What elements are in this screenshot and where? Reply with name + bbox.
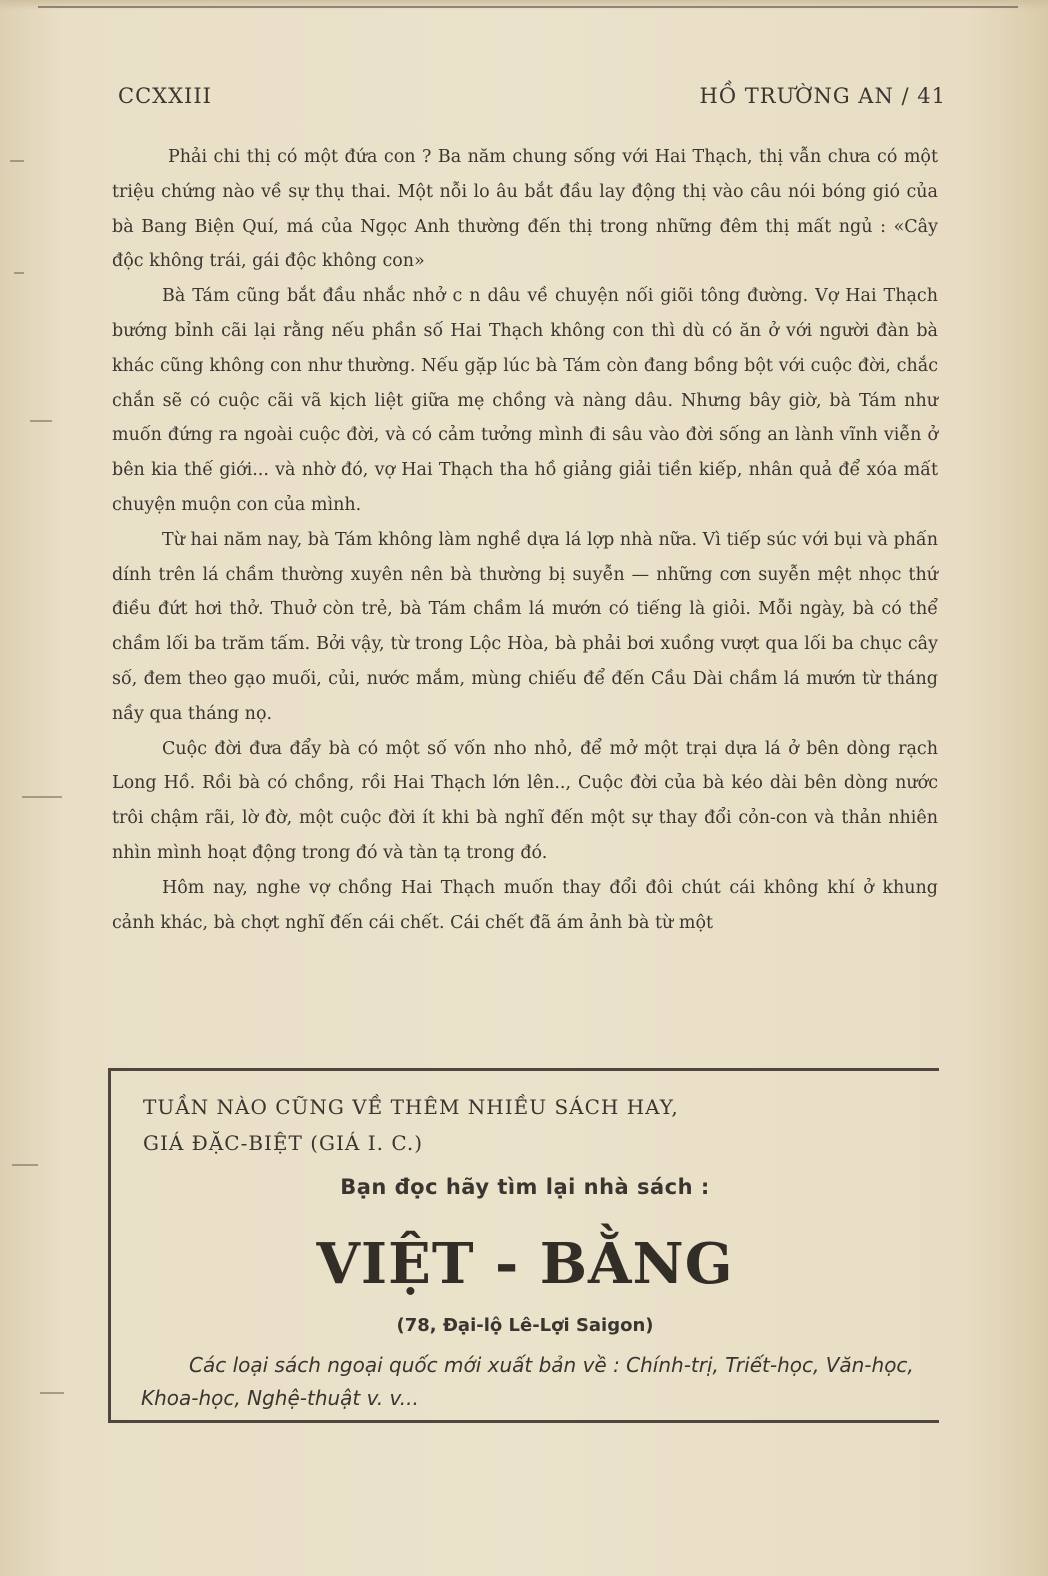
chapter-number: CCXXIII xyxy=(118,84,212,108)
ad-bottom-rule xyxy=(108,1420,939,1423)
paragraph: Phải chi thị có một đứa con ? Ba năm chung sống với Hai Thạch, thị vẫn chưa có một triệu chứng nào về sự thụ thai. Một nỗi lo âu bắt đầu lay động thị vào câu nói bóng gió của bà Bang Biện Quí, má của Ngọc Anh thường đến thị trong những đêm thị mất ngủ : «Cây độc không trái, gái độc không con» xyxy=(112,147,938,272)
margin-mark xyxy=(10,160,24,162)
ad-heading-line: TUẦN NÀO CŨNG VỀ THÊM NHIỀU SÁCH HAY, xyxy=(143,1095,679,1119)
top-rule xyxy=(38,6,1018,8)
paragraph: Cuộc đời đưa đẩy bà có một số vốn nho nhỏ, để mở một trại dựa lá ở bên dòng rạch Long Hồ. Rồi bà có chồng, rồi Hai Thạch lớn lên.., Cuộc đời của bà kéo dài bên dòng nước trôi chậm rãi, lờ đờ, một cuộc đời ít khi bà nghĩ đến một sự thay đổi cỏn-con và thản nhiên nhìn mình hoạt động trong đó và tàn tạ trong đó. xyxy=(112,738,938,863)
paragraph: Bà Tám cũng bắt đầu nhắc nhở c n dâu về chuyện nối giõi tông đường. Vợ Hai Thạch bướng bỉnh cãi lại rằng nếu phần số Hai Thạch không con thì dù có ăn ở với người đàn bà khác cũng không con như thường. Nếu gặp lúc bà Tám còn đang bồng bột với cuộc đời, chắc chắn sẽ có cuộc cãi vã kịch liệt giữa mẹ chồng và nàng dâu. Nhưng bây giờ, bà Tám như muốn đứng ra ngoài cuộc đời, và có cảm tưởng mình đi sâu vào đời sống an lành vĩnh viễn ở bên kia thế giới... và nhờ đó, vợ Hai Thạch tha hồ giảng giải tiền kiếp, nhân quả để xóa mất chuyện muộn con của mình. xyxy=(112,286,938,515)
paragraph: Hôm nay, nghe vợ chồng Hai Thạch muốn thay đổi đôi chút cái không khí ở khung cảnh khác, bà chợt nghĩ đến cái chết. Cái chết đã ám ảnh bà từ một xyxy=(112,877,938,933)
margin-mark xyxy=(22,796,62,798)
page-top-edge xyxy=(0,0,1048,10)
ad-address: (78, Đại-lộ Lê-Lợi Saigon) xyxy=(396,1315,654,1336)
body-text xyxy=(112,140,938,940)
ad-heading-line: GIÁ ĐẶC-BIỆT (GIÁ I. C.) xyxy=(143,1131,424,1155)
author-and-page-number: HỒ TRƯỜNG AN / 41 xyxy=(699,84,946,108)
margin-mark xyxy=(12,1164,38,1166)
margin-mark xyxy=(30,420,52,422)
page-header xyxy=(118,84,946,114)
margin-mark xyxy=(40,1392,64,1394)
ad-find-again: Bạn đọc hãy tìm lại nhà sách : xyxy=(340,1175,710,1199)
ad-store-name: VIỆT - BẰNG xyxy=(316,1231,734,1297)
bookstore-advertisement xyxy=(108,1068,939,1423)
ad-categories: Các loại sách ngoại quốc mới xuất bản về : Chính-trị, Triết-học, Văn-học, Khoa-học, Nghệ-thuật v. v... xyxy=(141,1353,914,1410)
ad-heading xyxy=(143,1089,923,1161)
margin-mark xyxy=(14,272,24,274)
paragraph: Từ hai năm nay, bà Tám không làm nghề dựa lá lợp nhà nữa. Vì tiếp súc với bụi và phấn dính trên lá chầm thường xuyên nên bà thường bị suyễn — những cơn suyễn mệt nhọc thứ điều đứt hơi thở. Thuở còn trẻ, bà Tám chầm lá mướn có tiếng là giỏi. Mỗi ngày, bà có thể chầm lối ba trăm tấm. Bởi vậy, từ trong Lộc Hòa, bà phải bơi xuồng vượt qua lối ba chục cây số, đem theo gạo muối, củi, nước mắm, mùng chiếu để đến Cầu Dài chầm lá mướn từ tháng nầy qua tháng nọ. xyxy=(112,529,938,724)
